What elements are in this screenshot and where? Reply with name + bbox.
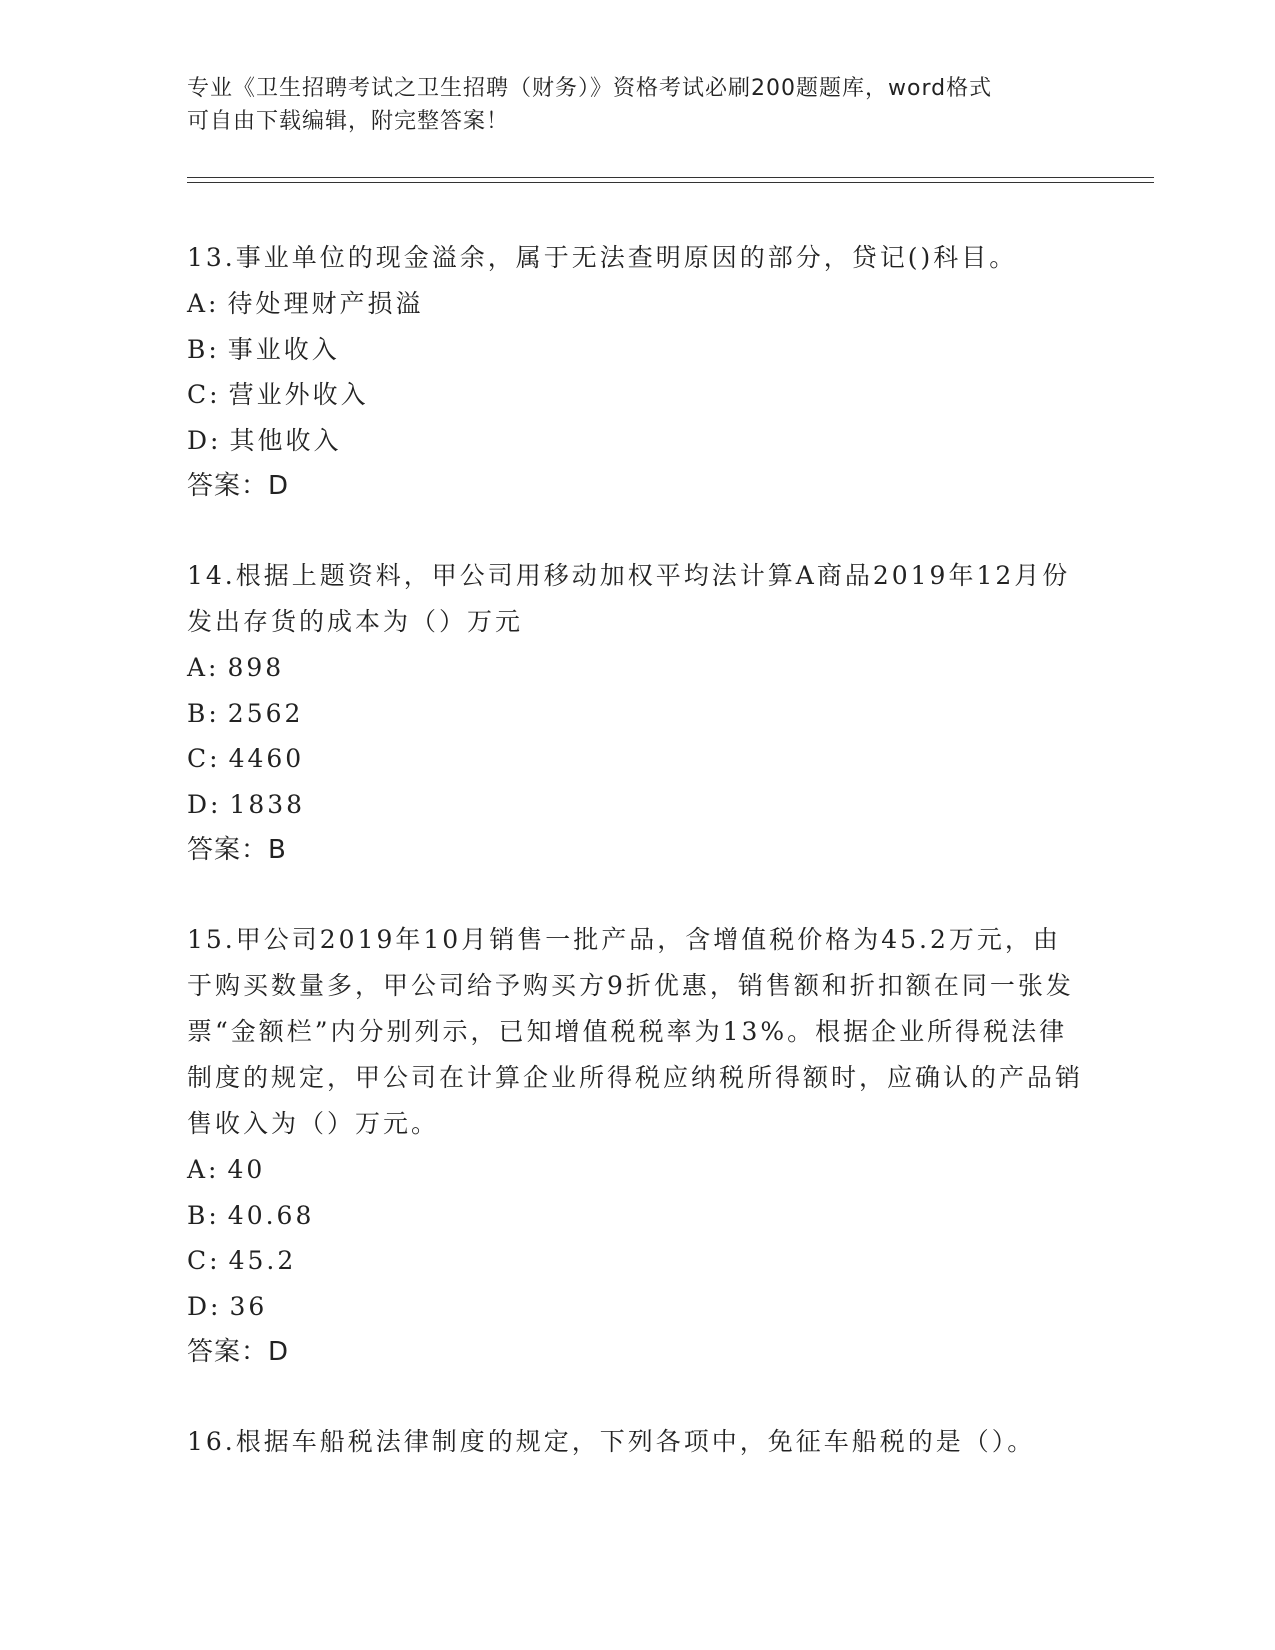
option-b <box>187 327 1087 373</box>
option-b <box>187 691 1087 737</box>
option-key: B: <box>187 698 220 728</box>
option-key: C: <box>187 744 221 773</box>
question-13 <box>187 235 1087 509</box>
option-b <box>187 1193 1087 1239</box>
option-d <box>187 1284 1087 1330</box>
option-key: A: <box>187 1155 220 1184</box>
question-16 <box>187 1419 1087 1465</box>
option-a <box>187 281 1087 327</box>
option-text: 898 <box>227 653 285 682</box>
option-key: D: <box>187 1291 222 1321</box>
option-key: A: <box>187 653 220 682</box>
answer-line: 答案：B <box>187 835 287 865</box>
option-c <box>187 372 1087 418</box>
option-text: 其他收入 <box>229 425 342 455</box>
question-stem: 14.根据上题资料，甲公司用移动加权平均法计算A商品2019年12月份发出存货的成本为（）万元 <box>187 561 1071 636</box>
option-key: C: <box>187 1246 221 1275</box>
answer-line: 答案：D <box>187 1337 290 1367</box>
document-header <box>187 72 1087 138</box>
option-d <box>187 782 1087 828</box>
question-stem: 15.甲公司2019年10月销售一批产品，含增值税价格为45.2万元，由于购买数量多，甲公司给予购买方9折优惠，销售额和折扣额在同一张发票“金额栏”内分别列示，已知增值税税率为13%。根据企业所得税法律制度的规定，甲公司在计算企业所得税应纳税所得额时，应确认的产品销售收入为（）万元。 <box>187 925 1084 1138</box>
option-c <box>187 1238 1087 1284</box>
option-key: C: <box>187 380 221 409</box>
option-key: B: <box>187 334 220 364</box>
option-text: 2562 <box>227 698 304 728</box>
option-a <box>187 1147 1087 1193</box>
option-text: 待处理财产损溢 <box>227 289 424 318</box>
question-stem: 13.事业单位的现金溢余，属于无法查明原因的部分，贷记()科目。 <box>187 243 1018 272</box>
answer-line: 答案：D <box>187 471 290 501</box>
option-c <box>187 736 1087 782</box>
option-text: 45.2 <box>228 1246 297 1275</box>
option-d <box>187 418 1087 464</box>
question-15 <box>187 917 1087 1375</box>
option-text: 事业收入 <box>227 334 340 364</box>
header-divider-bottom <box>187 182 1154 183</box>
option-text: 40 <box>227 1155 266 1184</box>
option-key: A: <box>187 289 220 318</box>
question-stem: 16.根据车船税法律制度的规定，下列各项中，免征车船税的是（）。 <box>187 1427 1036 1456</box>
header-line-2: 可自由下载编辑，附完整答案！ <box>187 109 510 134</box>
question-14 <box>187 553 1087 873</box>
option-text: 1838 <box>229 789 306 819</box>
option-key: B: <box>187 1200 220 1230</box>
option-key: D: <box>187 789 222 819</box>
option-text: 36 <box>229 1291 268 1321</box>
header-divider-top <box>187 177 1154 178</box>
header-line-1: 专业《卫生招聘考试之卫生招聘（财务）》资格考试必刷200题题库，word格式 <box>187 76 993 101</box>
option-text: 4460 <box>228 744 305 773</box>
option-key: D: <box>187 425 222 455</box>
option-text: 营业外收入 <box>228 380 369 409</box>
option-a <box>187 645 1087 691</box>
question-list <box>187 235 1087 1465</box>
option-text: 40.68 <box>227 1200 315 1230</box>
